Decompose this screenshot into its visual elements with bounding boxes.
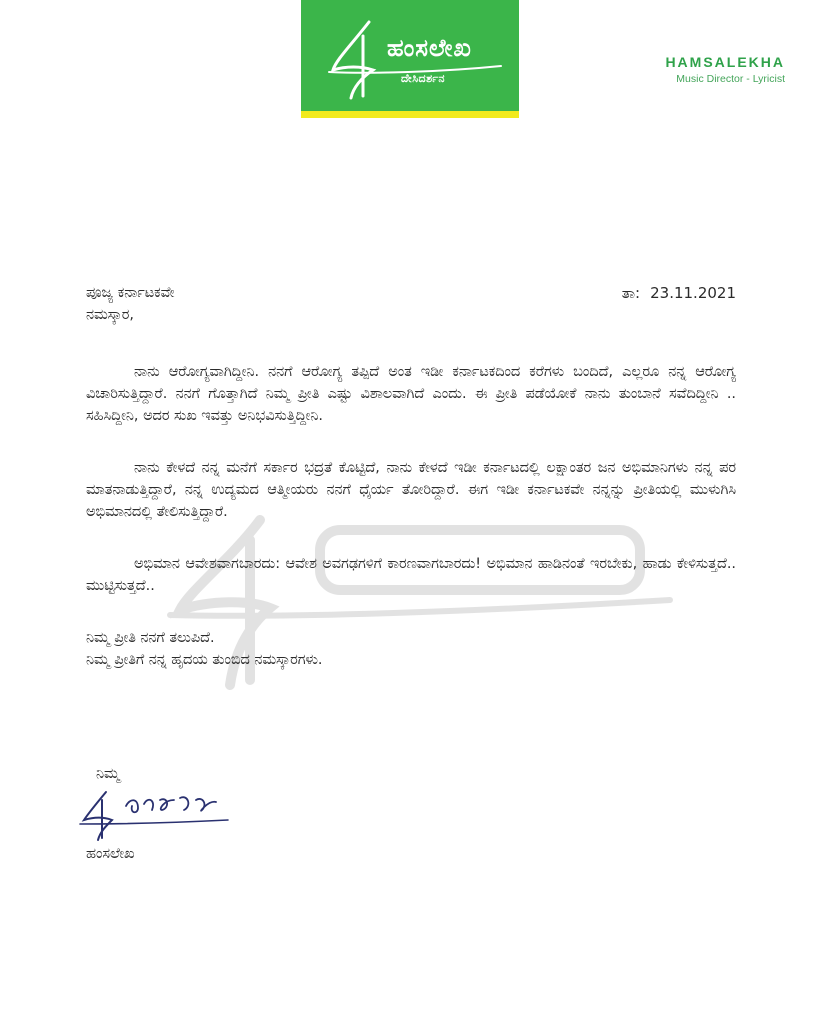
letter-header-row [86, 282, 736, 304]
brand-name: HAMSALEKHA [665, 54, 785, 70]
paragraph-1: ನಾನು ಆರೋಗ್ಯವಾಗಿದ್ದೀನಿ. ನನಗೆ ಆರೋಗ್ಯ ತಪ್ಪಿದೆ ಅಂತ ಇಡೀ ಕರ್ನಾಟಕದಿಂದ ಕರೆಗಳು ಬಂದಿದೆ, ಎಲ್ಲರೂ ನನ್ನ ಆರೋಗ್ಯ ವಿಚಾರಿಸುತ್ತಿದ್ದಾರೆ. ನನಗೆ ಗೊತ್ತಾಗಿದೆ ನಿಮ್ಮ ಪ್ರೀತಿ ಎಷ್ಟು ವಿಶಾಲವಾಗಿದೆ ಎಂದು. ಈ ಪ್ರೀತಿ ಪಡೆಯೋಕೆ ನಾನು ತುಂಬಾನೆ ಸವೆದಿದ್ದೀನಿ .. ಸಹಿಸಿದ್ದೀನಿ, ಅದರ ಸುಖ ಇವತ್ತು ಅನಿಭವಿಸುತ್ತಿದ್ದೀನಿ. [86, 364, 736, 424]
date-value: 23.11.2021 [650, 284, 736, 302]
signature-block [86, 766, 135, 862]
date [622, 282, 736, 304]
brand-role: Music Director - Lyricist [676, 73, 785, 85]
paragraph-3: ಅಭಿಮಾನ ಆವೇಶವಾಗಬಾರದು: ಆವೇಶ ಅವಗಢಗಳಿಗೆ ಕಾರಣವಾಗಬಾರದು! ಅಭಿಮಾನ ಹಾಡಿನಂತೆ ಇರಬೇಕು, ಹಾಡು ಕೇಳಿಸುತ್ತದೆ.. ಮುಟ್ಟಿಸುತ್ತದೆ.. [86, 556, 736, 594]
regards: ನಿಮ್ಮ [96, 766, 120, 782]
closing [86, 627, 736, 671]
greeting: ನಮಸ್ಕಾರ, [86, 307, 134, 323]
handwritten-signature [78, 786, 248, 846]
logo-name: ಹಂಸಲೇಖ [387, 34, 472, 62]
brand-block [665, 54, 785, 85]
closing-line-2: ನಿಮ್ಮ ಪ್ರೀತಿಗೆ ನನ್ನ ಹೃದಯ ತುಂಬಿದ ನಮಸ್ಕಾರಗಳು. [86, 652, 323, 668]
closing-line-1: ನಿಮ್ಮ ಪ್ರೀತಿ ನನಗೆ ತಲುಪಿದೆ. [86, 630, 215, 646]
salutation: ಪೂಜ್ಯ ಕರ್ನಾಟಕವೇ [86, 285, 175, 301]
letter-body [86, 282, 736, 671]
signer-name: ಹಂಸಲೇಖ [86, 846, 135, 862]
logo-box [301, 0, 519, 118]
paragraph-2: ನಾನು ಕೇಳದೆ ನನ್ನ ಮನೆಗೆ ಸರ್ಕಾರ ಭದ್ರತೆ ಕೊಟ್ಟಿದೆ, ನಾನು ಕೇಳದೆ ಇಡೀ ಕರ್ನಾಟದಲ್ಲಿ ಲಕ್ಷಾಂತರ ಜನ ಅಭಿಮಾನಿಗಳು ನನ್ನ ಪರ ಮಾತನಾಡುತ್ತಿದ್ದಾರೆ, ನನ್ನ ಉದ್ಯಮದ ಆತ್ಮೀಯರು ನನಗೆ ಧೈರ್ಯ ತೋರಿದ್ದಾರೆ. ಈಗ ಇಡೀ ಕರ್ನಾಟಕವೇ ನನ್ನನ್ನು ಪ್ರೀತಿಯಲ್ಲಿ ಮುಳುಗಿಸಿ ಅಭಿಮಾನದಲ್ಲಿ ತೇಲಿಸುತ್ತಿದ್ದಾರೆ. [86, 460, 736, 520]
date-label: ತಾ: [621, 284, 641, 302]
logo-subtitle: ದೇಸಿದರ್ಶನ [401, 72, 446, 85]
